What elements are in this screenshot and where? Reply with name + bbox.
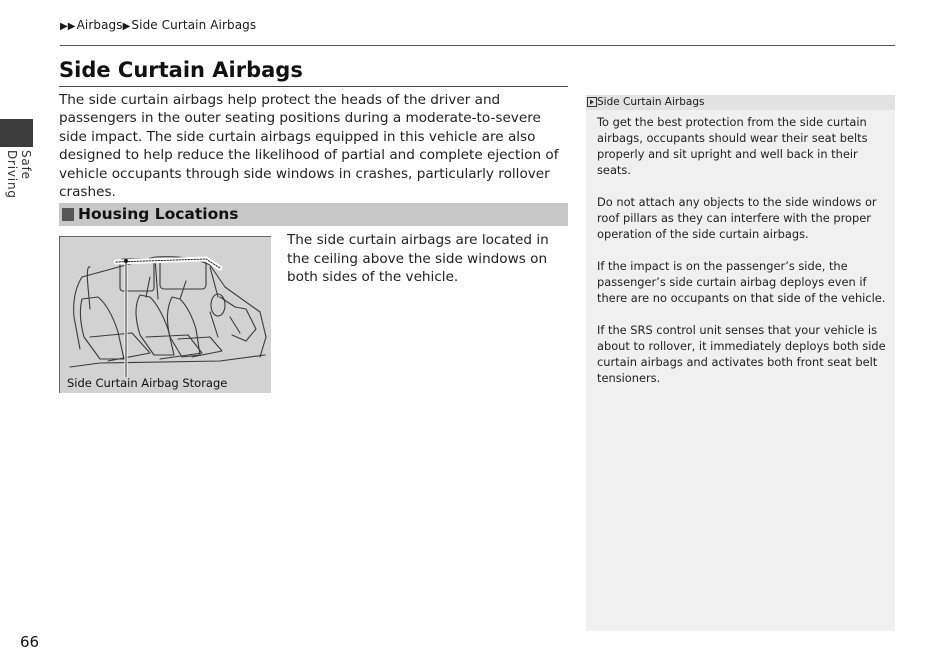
breadcrumb-arrow-icon: ▶▶ — [60, 21, 76, 32]
page-number: 66 — [20, 633, 40, 651]
housing-paragraph: The side curtain airbags are located in the ceiling above the side windows on both sides of the vehicle. — [287, 232, 549, 286]
intro-paragraph: The side curtain airbags help protect the heads of the driver and passengers in the outer seating positions during a moderate-to-severe side impact. The side curtain airbags equipped in this vehicle are also designed to help reduce the likelihood of partial and complete ejection of vehicle occupants through side windows in crashes, particularly rollover crashes. — [59, 92, 559, 201]
figure-caption: Side Curtain Airbag Storage — [67, 376, 228, 390]
notes-header — [586, 95, 895, 110]
notes-header-label: Side Curtain Airbags — [597, 96, 705, 108]
section-heading — [59, 203, 568, 226]
chapter-tab — [0, 119, 33, 147]
breadcrumb-arrow-icon: ▶ — [122, 21, 131, 32]
note-paragraph: If the impact is on the passenger’s side, the passenger’s side curtain airbag deploys even if there are no occupants on that side of the vehicle. — [597, 259, 886, 305]
notes-panel — [586, 95, 895, 631]
breadcrumb — [60, 18, 256, 32]
breadcrumb-item[interactable]: Side Curtain Airbags — [131, 18, 257, 32]
reference-arrow-icon — [587, 97, 597, 107]
chapter-tab-label: Safe Driving — [5, 150, 33, 199]
breadcrumb-item[interactable]: Airbags — [76, 18, 123, 32]
note-paragraph: To get the best protection from the side curtain airbags, occupants should wear their seat belts properly and sit upright and well back in their seats. — [597, 115, 868, 177]
notes-body — [597, 114, 889, 402]
title-divider — [59, 86, 568, 87]
page-title: Side Curtain Airbags — [59, 58, 303, 82]
square-bullet-icon — [62, 208, 74, 221]
airbag-location-figure — [59, 236, 271, 393]
storage-callout-dot — [124, 259, 128, 263]
note-paragraph: If the SRS control unit senses that your vehicle is about to rollover, it immediately deploys both side curtain airbags and activates both front seat belt tensioners. — [597, 323, 886, 385]
header-divider — [60, 45, 895, 46]
note-paragraph: Do not attach any objects to the side windows or roof pillars as they can interfere with the proper operation of the side curtain airbags. — [597, 195, 877, 241]
section-heading-label: Housing Locations — [78, 205, 239, 223]
vehicle-interior-illustration — [60, 237, 272, 394]
